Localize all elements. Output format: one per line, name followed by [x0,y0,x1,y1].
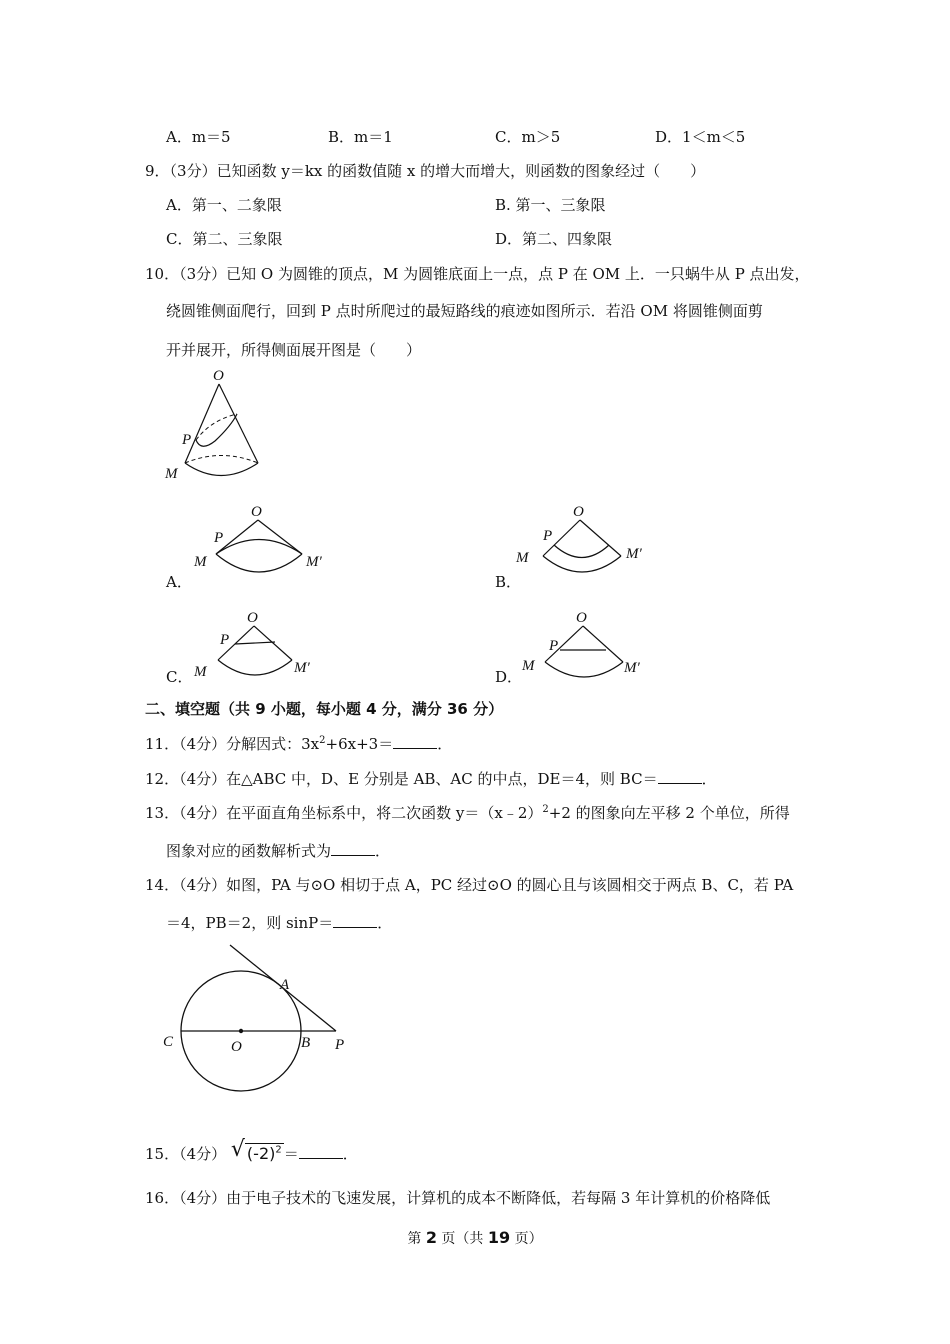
cone-figure [155,362,275,492]
q10-line3: 开并展开，所得侧面展开图是（ ） [166,341,422,359]
circle-label-p: P [335,1037,345,1053]
q14-number: 14． [145,876,180,894]
fig-d-label-m2: M′ [624,660,640,676]
q10-option-b: B． [495,573,522,591]
fig-c-label-m2: M′ [294,660,310,676]
q16-text-1: 由于电子技术的飞速发展，计算机的成本不断降低，若每隔 3 年计算机的价格降低 [226,1189,771,1207]
q13-end: ． [375,842,391,860]
q10-option-a: A． [166,573,192,591]
q15-exponent: 2 [275,1144,282,1156]
q8-option-c: C．m＞5 [495,128,561,146]
fig-a-label-m: M [194,554,207,570]
q13-score: （4分） [179,804,227,822]
q13-text-post: +2 的图象向左平移 2 个单位，所得 [548,804,790,822]
q9-option-c: C．第二、三象限 [166,230,283,248]
footer-total-pages: 19 [487,1228,511,1247]
q9-score: （3分） [169,162,217,180]
fig-c-label-o: O [247,610,258,626]
circle-label-c: C [163,1034,174,1050]
q15-number: 15． [145,1145,180,1163]
q14-end: ． [377,914,393,932]
q13-line1 [145,803,790,823]
q10-number: 10． [145,265,180,283]
q15-answer-blank[interactable] [299,1144,343,1159]
fig-c-label-m: M [194,664,207,680]
q10-option-c: C． [166,668,193,686]
q10-text-1: 已知 O 为圆锥的顶点，M 为圆锥底面上一点，点 P 在 OM 上．一只蜗牛从 P 点出发， [226,265,810,283]
q11-end: ． [437,735,453,753]
q11-answer-blank[interactable] [393,734,437,749]
circle-label-a: A [280,977,290,993]
fig-a-label-m2: M′ [306,554,322,570]
q9-number: 9． [145,162,170,180]
fig-b-label-m: M [516,550,529,566]
q16-score: （4分） [179,1189,227,1207]
q11 [145,734,452,754]
q15 [145,1142,358,1166]
q10-option-d: D． [495,668,523,686]
circle-label-o: O [231,1039,242,1055]
q9-text: 已知函数 y＝kx 的函数值随 x 的增大而增大，则函数的图象经过（ ） [216,162,706,180]
q8-option-d: D．1＜m＜5 [655,128,746,146]
cone-label-o: O [213,368,224,384]
fig-b-label-p: P [543,528,553,544]
fig-d-label-o: O [576,610,587,626]
q13-number: 13． [145,804,180,822]
section-2-title: 二、填空题（共 9 小题，每小题 4 分，满分 36 分） [145,700,504,718]
cone-label-m: M [165,466,178,482]
q15-radicand: (-2) [246,1144,276,1163]
q8-option-a: A．m＝5 [166,128,231,146]
cone-label-p: P [182,432,192,448]
fig-b-label-o: O [573,504,584,520]
q14-text-1: 如图，PA 与⊙O 相切于点 A，PC 经过⊙O 的圆心且与该圆相交于两点 B、C，若 PA [226,876,794,894]
q14-line1 [145,875,793,895]
q12-number: 12． [145,770,180,788]
q11-text-pre: 分解因式：3x [226,735,320,753]
q15-sqrt [231,1142,284,1166]
fig-a-label-p: P [214,530,224,546]
option-d-figure [520,606,670,686]
q11-exponent: 2 [319,735,326,746]
q15-score: （4分） [179,1145,227,1163]
option-c-figure [190,606,340,686]
fig-a-label-o: O [251,504,262,520]
q14-text-2: ＝4，PB＝2，则 sinP＝ [166,914,334,932]
q13-text-2: 图象对应的函数解析式为 [166,842,332,860]
q15-end: ． [342,1145,358,1163]
q13-exponent: 2 [542,804,549,815]
q11-score: （4分） [179,735,227,753]
q14-answer-blank[interactable] [333,913,377,928]
q9-option-b: B. 第一、三象限 [495,196,606,214]
q9-stem [145,161,705,181]
q12-text: 在△ABC 中，D、E 分别是 AB、AC 的中点，DE＝4，则 BC＝ [226,770,658,788]
q13-answer-blank[interactable] [331,841,375,856]
option-b-figure [513,500,663,580]
q16-number: 16． [145,1189,180,1207]
q15-equals: ＝ [283,1145,299,1163]
q10-score: （3分） [179,265,227,283]
circle-tangent-figure [155,935,360,1100]
option-a-figure [190,500,340,580]
q12-answer-blank[interactable] [658,769,702,784]
page-footer [0,1228,950,1249]
footer-page-number: 2 [425,1228,437,1247]
q14-line2 [166,913,392,933]
footer-post: 页） [510,1231,543,1247]
q9-option-d: D．第二、四象限 [495,230,613,248]
q8-option-b: B．m＝1 [328,128,393,146]
q9-option-a: A．第一、二象限 [166,196,282,214]
fig-c-label-p: P [220,632,230,648]
q10-line2: 绕圆锥侧面爬行，回到 P 点时所爬过的最短路线的痕迹如图所示．若沿 OM 将圆锥侧面剪 [166,302,763,320]
q13-line2 [166,841,390,861]
circle-label-b: B [301,1035,311,1051]
footer-mid: 页（共 [436,1231,488,1247]
fig-d-label-m: M [522,658,535,674]
q12-end: ． [701,770,717,788]
q12-score: （4分） [179,770,227,788]
fig-d-label-p: P [549,638,559,654]
q11-text-post: +6x+3＝ [325,735,394,753]
q13-text-pre: 在平面直角坐标系中，将二次函数 y＝（x﹣2） [226,804,543,822]
q12 [145,769,717,789]
q14-score: （4分） [179,876,227,894]
fig-b-label-m2: M′ [626,546,642,562]
footer-pre: 第 [407,1231,426,1247]
q16-line1 [145,1188,770,1208]
q10-line1 [145,264,810,284]
q11-number: 11． [145,735,180,753]
